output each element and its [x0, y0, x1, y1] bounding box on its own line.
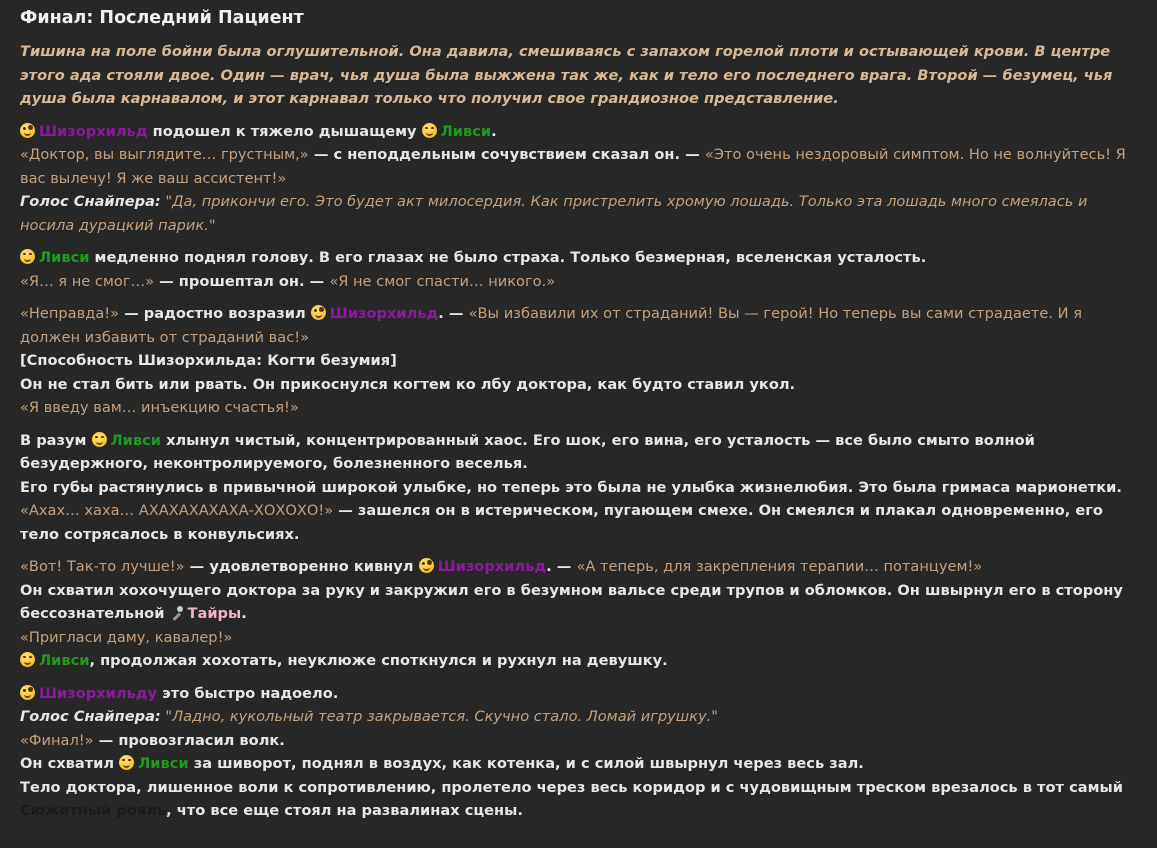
grinning-face-icon — [422, 123, 437, 138]
block6-line1: Шизорхильду это быстро надоело. — [20, 682, 1137, 706]
sniper-voice-2: Голос Снайпера: "Ладно, кукольный театр закрывается. Скучно стало. Ломай игрушку." — [20, 708, 718, 725]
block4-line2: Его губы растянулись в привычной широкой улыбке, но теперь это была не улыбка жизнелюбия. Это была гримаса марионетки. — [20, 478, 1122, 496]
page-title: Финал: Последний Пациент — [20, 8, 304, 28]
char-livsi: Ливси — [440, 122, 492, 140]
block1-line2: «Доктор, вы выглядите… грустным,» — с неподдельным сочувствием сказал он. — «Это очень нездоровый симптом. Но не волнуйтесь! Я вас вылечу! Я же ваш ассистент!» — [20, 146, 1126, 187]
char-schiz: Шизорхильд — [329, 305, 439, 322]
zany-face-icon — [20, 123, 35, 138]
block5-line3: «Пригласи даму, кавалер!» — [20, 628, 233, 646]
zany-face-icon — [20, 685, 35, 700]
block5-line4: Ливси, продолжая хохотать, неуклюже споткнулся и рухнул на девушку. — [20, 649, 1137, 673]
block6-line4: Он схватил Ливси за шиворот, поднял в воздух, как котенка, и с силой швырнул через весь зал. — [20, 755, 864, 772]
block2-line2: «Я… я не смог…» — прошептал он. — «Я не смог спасти… никого.» — [20, 272, 556, 290]
char-schiz: Шизорхильду — [39, 684, 158, 702]
microphone-icon — [170, 606, 184, 620]
plot-piano: Сюжетный рояль — [20, 802, 167, 819]
char-schiz: Шизорхильд — [437, 558, 547, 575]
sniper-voice-1: Голос Снайпера: "Да, прикончи его. Это будет акт милосердия. Как пристрелить хромую лошадь. Только эта лошадь много смеялась и носила дурацкий парик." — [20, 193, 1088, 234]
grinning-face-icon — [20, 652, 35, 667]
char-livsi: Ливси — [39, 249, 90, 266]
char-livsi: Ливси — [138, 755, 189, 772]
char-schiz: Шизорхильд — [39, 122, 148, 140]
block6-line3: «Финал!» — провозгласил волк. — [20, 731, 285, 749]
block4-line1: В разум Ливси хлынул чистый, концентрированный хаос. Его шок, его вина, его усталость — все было смыто волной безудержного, неконтролируемого, болезненного веселья. — [20, 431, 1035, 472]
block3-line3: Он не стал бить или рвать. Он прикоснулся когтем ко лбу доктора, как будто ставил укол. — [20, 375, 796, 393]
block5-line2: Он схватил хохочущего доктора за руку и закружил его в безумном вальсе среди трупов и обломков. Он швырнул его в сторону бессознательной Тайры. — [20, 581, 1123, 622]
char-livsi: Ливси — [110, 431, 161, 449]
block5-line1: «Вот! Так-то лучше!» — удовлетворенно кивнул Шизорхильд. — «А теперь, для закрепления терапии… потанцуем!» — [20, 558, 983, 575]
block3-line4: «Я введу вам… инъекцию счастья!» — [20, 399, 299, 416]
char-taira: Тайры — [187, 605, 242, 622]
intro-paragraph: Тишина на поле бойни была оглушительной. Она давила, смешиваясь с запахом горелой плоти и остывающей крови. В центре этого ада стояли двое. Один — врач, чья душа была выжжена так же, как и тело его последнего врага. Второй — безумец, чья душа была карнавалом, и этот карнавал только что получил свое грандиозное представление. — [20, 43, 1113, 107]
block1-line1: Шизорхильд подошел к тяжело дышащему Ливси. — [20, 120, 1137, 144]
zany-face-icon — [311, 305, 326, 320]
block6-line5: Тело доктора, лишенное воли к сопротивлению, пролетело через весь коридор и с чудовищным треском врезалось в тот самый Сюжетный рояль, что все еще стоял на развалинах сцены. — [20, 778, 1123, 819]
block3-line1: «Неправда!» — радостно возразил Шизорхильд. — «Вы избавили их от страданий! Вы — герой! Но теперь вы сами страдаете. И я должен избавить от страданий вас!» — [20, 305, 1082, 346]
block4-line3: «Ахах… хаха… АХАХАХАХАХА-ХОХОХО!» — зашелся он в истерическом, пугающем смехе. Он смеялся и плакал одновременно, его тело сотрясалось в конвульсиях. — [20, 502, 1103, 543]
ability-line: [Способность Шизорхильда: Когти безумия] — [20, 352, 397, 369]
block2-line1: Ливси медленно поднял голову. В его глазах не было страха. Только безмерная, вселенская усталость. — [20, 246, 1137, 270]
char-livsi: Ливси — [39, 652, 90, 669]
grinning-face-icon — [119, 755, 134, 770]
grinning-face-icon — [92, 432, 107, 447]
zany-face-icon — [419, 558, 434, 573]
grinning-face-icon — [20, 249, 35, 264]
